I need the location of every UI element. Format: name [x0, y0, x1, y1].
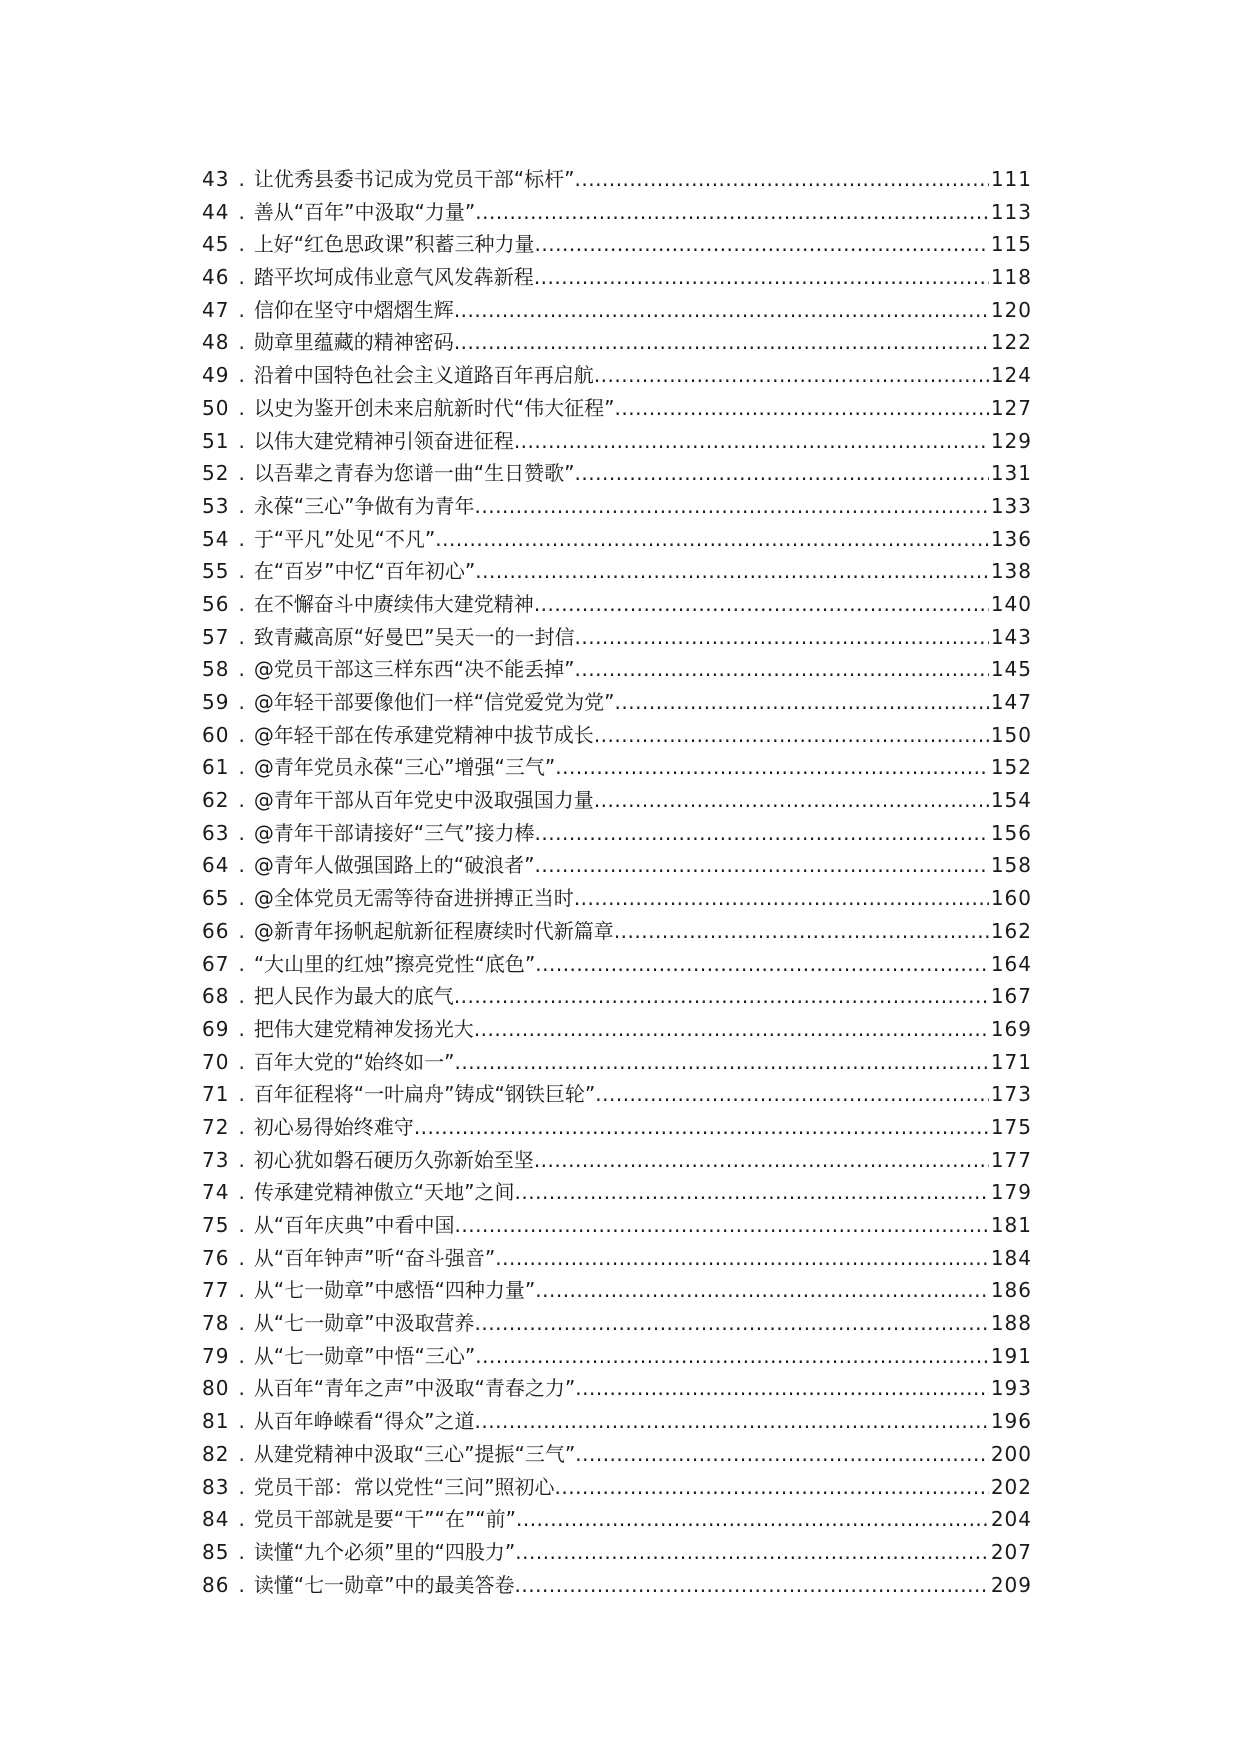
toc-entry-page-number: 127 [990, 395, 1032, 420]
toc-entry-title: 从“七一勋章”中感悟“四种力量” [253, 1278, 536, 1303]
toc-entry-separator: . [238, 591, 245, 616]
toc-entry[interactable] [202, 326, 1032, 359]
toc-entry-page-number: 184 [990, 1245, 1032, 1270]
toc-entry-number: 60 [202, 722, 230, 747]
toc-entry-separator: . [238, 1572, 245, 1597]
toc-entry-title: “大山里的红烛”擦亮党性“底色” [253, 951, 536, 976]
toc-entry-title: 在不懈奋斗中赓续伟大建党精神 [253, 591, 534, 616]
toc-entry-number: 53 [202, 493, 230, 518]
toc-entry-separator: . [238, 1245, 245, 1270]
toc-entry-page-number: 204 [990, 1507, 1032, 1532]
toc-entry-number: 85 [202, 1539, 230, 1564]
dot-leader [575, 1372, 989, 1405]
toc-entry[interactable] [202, 523, 1032, 556]
toc-entry-separator: . [238, 1147, 245, 1172]
toc-entry-title: 信仰在坚守中熠熠生辉 [253, 297, 454, 322]
toc-entry-number: 83 [202, 1474, 230, 1499]
toc-entry[interactable] [202, 1438, 1032, 1471]
toc-entry[interactable] [202, 1536, 1032, 1569]
toc-entry-title: 从“百年庆典”中看中国 [253, 1213, 455, 1237]
dot-leader [575, 621, 989, 654]
dot-leader [515, 1176, 989, 1209]
toc-entry[interactable] [202, 1307, 1032, 1340]
toc-entry-number: 54 [202, 526, 230, 551]
toc-entry-title: 永葆“三心”争做有为青年 [253, 493, 475, 518]
toc-entry-title: 以伟大建党精神引领奋进征程 [253, 428, 514, 453]
toc-entry-separator: . [238, 265, 245, 290]
dot-leader [575, 163, 989, 196]
toc-entry[interactable] [202, 1242, 1032, 1275]
toc-entry-page-number: 200 [990, 1441, 1032, 1466]
toc-entry-separator: . [238, 886, 245, 911]
toc-entry[interactable] [202, 719, 1032, 752]
toc-entry[interactable] [202, 425, 1032, 458]
toc-entry-page-number: 171 [990, 1049, 1032, 1074]
toc-entry[interactable] [202, 359, 1032, 392]
toc-entry[interactable] [202, 163, 1032, 196]
toc-entry-page-number: 115 [990, 232, 1032, 257]
toc-entry-page-number: 179 [990, 1180, 1032, 1205]
toc-entry-number: 76 [202, 1245, 230, 1270]
toc-entry-separator: . [238, 428, 245, 453]
toc-entry-number: 73 [202, 1147, 230, 1172]
toc-entry-page-number: 111 [990, 167, 1032, 191]
toc-entry-title: 上好“红色思政课”积蓄三种力量 [253, 232, 535, 257]
toc-entry-separator: . [238, 1343, 245, 1368]
dot-leader [475, 555, 989, 588]
toc-entry-title: 从百年“青年之声”中汲取“青春之力” [253, 1376, 576, 1401]
dot-leader [615, 392, 989, 425]
dot-leader [474, 1013, 989, 1046]
toc-entry-number: 70 [202, 1049, 230, 1074]
toc-entry-number: 86 [202, 1572, 230, 1597]
toc-entry-title: 沿着中国特色社会主义道路百年再启航 [253, 363, 594, 388]
toc-entry-page-number: 118 [990, 265, 1032, 290]
toc-entry-page-number: 122 [990, 330, 1032, 355]
toc-entry[interactable] [202, 686, 1032, 719]
toc-entry[interactable] [202, 1209, 1032, 1242]
toc-entry-title: 百年大党的“始终如一” [253, 1049, 455, 1074]
toc-entry-separator: . [238, 1409, 245, 1434]
dot-leader [414, 1111, 989, 1144]
dot-leader [515, 1536, 989, 1569]
toc-entry-title: 勋章里蕴藏的精神密码 [253, 330, 454, 355]
toc-entry-number: 62 [202, 788, 230, 813]
toc-entry-number: 52 [202, 461, 230, 486]
toc-entry-number: 66 [202, 918, 230, 943]
toc-entry-separator: . [238, 657, 245, 682]
toc-entry[interactable] [202, 980, 1032, 1013]
toc-entry-separator: . [238, 1016, 245, 1041]
toc-entry[interactable] [202, 1111, 1032, 1144]
toc-entry-separator: . [238, 232, 245, 257]
toc-entry-title: 从“七一勋章”中悟“三心” [253, 1343, 476, 1368]
toc-entry-number: 68 [202, 984, 230, 1009]
toc-entry-title: @新青年扬帆起航新征程赓续时代新篇章 [253, 918, 614, 943]
toc-entry-page-number: 186 [990, 1278, 1032, 1303]
toc-entry-number: 67 [202, 951, 230, 976]
toc-entry-title: @青年党员永葆“三心”增强“三气” [253, 755, 556, 780]
toc-entry-title: @青年人做强国路上的“破浪者” [253, 853, 535, 878]
toc-entry[interactable] [202, 849, 1032, 882]
toc-entry[interactable] [202, 261, 1032, 294]
toc-entry-separator: . [238, 951, 245, 976]
toc-entry-separator: . [238, 918, 245, 943]
toc-entry[interactable] [202, 1013, 1032, 1046]
toc-entry-page-number: 147 [990, 690, 1032, 714]
dot-leader [515, 1569, 989, 1602]
toc-entry-number: 74 [202, 1180, 230, 1205]
toc-entry-page-number: 173 [990, 1082, 1032, 1107]
toc-entry-separator: . [238, 363, 245, 388]
toc-entry[interactable] [202, 784, 1032, 817]
dot-leader [514, 425, 989, 458]
toc-entry-title: @年轻干部在传承建党精神中拔节成长 [253, 722, 594, 747]
toc-entry-separator: . [238, 1114, 245, 1139]
toc-entry-separator: . [238, 1507, 245, 1532]
toc-entry[interactable] [202, 392, 1032, 425]
toc-entry-page-number: 188 [990, 1311, 1032, 1336]
toc-entry-separator: . [238, 461, 245, 486]
toc-entry-title: 以史为鉴开创未来启航新时代“伟大征程” [253, 395, 615, 420]
dot-leader [535, 228, 989, 261]
toc-entry-title: @青年干部请接好“三气”接力棒 [253, 820, 535, 845]
toc-entry-page-number: 167 [990, 984, 1032, 1009]
dot-leader [435, 523, 989, 556]
toc-entry-title: 读懂“七一勋章”中的最美答卷 [253, 1572, 515, 1597]
toc-entry-page-number: 191 [990, 1343, 1032, 1368]
toc-entry[interactable] [202, 1503, 1032, 1536]
toc-entry-separator: . [238, 167, 245, 191]
toc-entry-page-number: 164 [990, 951, 1032, 976]
toc-entry[interactable] [202, 1405, 1032, 1438]
toc-entry-title: 在“百岁”中忆“百年初心” [253, 559, 476, 584]
dot-leader [534, 261, 989, 294]
toc-entry-title: 读懂“九个必须”里的“四股力” [253, 1539, 516, 1564]
toc-entry[interactable] [202, 457, 1032, 490]
toc-entry-number: 63 [202, 820, 230, 845]
dot-leader [574, 882, 989, 915]
toc-entry[interactable] [202, 294, 1032, 327]
toc-entry-title: @青年干部从百年党史中汲取强国力量 [253, 788, 594, 813]
dot-leader [475, 490, 989, 523]
toc-entry-title: 从建党精神中汲取“三心”提振“三气” [253, 1441, 576, 1466]
toc-entry-number: 75 [202, 1213, 230, 1237]
toc-entry-number: 65 [202, 886, 230, 911]
toc-entry-page-number: 120 [990, 297, 1032, 322]
toc-entry-title: 让优秀县委书记成为党员干部“标杆” [253, 167, 575, 191]
toc-entry[interactable] [202, 555, 1032, 588]
toc-entry-page-number: 140 [990, 591, 1032, 616]
toc-entry-separator: . [238, 690, 245, 714]
toc-entry-page-number: 143 [990, 624, 1032, 649]
toc-entry[interactable] [202, 915, 1032, 948]
toc-entry-separator: . [238, 1049, 245, 1074]
toc-entry-title: 初心犹如磐石硬历久弥新始至坚 [253, 1147, 534, 1172]
dot-leader [535, 849, 989, 882]
dot-leader [594, 719, 989, 752]
dot-leader [455, 1209, 989, 1242]
toc-entry-separator: . [238, 1180, 245, 1205]
toc-entry-page-number: 131 [990, 461, 1032, 486]
toc-entry[interactable] [202, 882, 1032, 915]
dot-leader [475, 196, 989, 229]
toc-entry-number: 57 [202, 624, 230, 649]
toc-entry-number: 51 [202, 428, 230, 453]
dot-leader [575, 457, 989, 490]
toc-entry-page-number: 162 [990, 918, 1032, 943]
toc-entry-separator: . [238, 395, 245, 420]
toc-entry-page-number: 113 [990, 199, 1032, 224]
toc-entry-number: 82 [202, 1441, 230, 1466]
toc-entry-number: 47 [202, 297, 230, 322]
toc-entry-number: 44 [202, 199, 230, 224]
toc-entry[interactable] [202, 228, 1032, 261]
toc-entry-separator: . [238, 1539, 245, 1564]
toc-entry-separator: . [238, 1311, 245, 1336]
toc-entry-title: 党员干部就是要“干”“在”“前” [253, 1507, 516, 1532]
toc-entry-page-number: 175 [990, 1114, 1032, 1139]
dot-leader [495, 1242, 989, 1275]
toc-entry-number: 81 [202, 1409, 230, 1434]
dot-leader [575, 653, 989, 686]
toc-entry-title: 从“百年钟声”听“奋斗强音” [253, 1245, 496, 1270]
toc-entry-title: 把伟大建党精神发扬光大 [253, 1016, 474, 1041]
dot-leader [614, 915, 989, 948]
toc-entry-page-number: 150 [990, 722, 1032, 747]
toc-entry-page-number: 181 [990, 1213, 1032, 1237]
dot-leader [475, 1340, 989, 1373]
toc-entry-separator: . [238, 722, 245, 747]
dot-leader [535, 948, 989, 981]
toc-entry-number: 69 [202, 1016, 230, 1041]
toc-entry-number: 64 [202, 853, 230, 878]
toc-entry-separator: . [238, 853, 245, 878]
toc-entry-number: 80 [202, 1376, 230, 1401]
toc-entry-title: 把人民作为最大的底气 [253, 984, 454, 1009]
toc-entry-separator: . [238, 984, 245, 1009]
toc-entry-number: 48 [202, 330, 230, 355]
dot-leader [534, 588, 989, 621]
toc-entry-separator: . [238, 788, 245, 813]
toc-entry-page-number: 136 [990, 526, 1032, 551]
toc-entry-separator: . [238, 1441, 245, 1466]
toc-entry-page-number: 145 [990, 657, 1032, 682]
dot-leader [555, 751, 989, 784]
toc-entry-number: 45 [202, 232, 230, 257]
toc-entry[interactable] [202, 817, 1032, 850]
toc-entry-number: 50 [202, 395, 230, 420]
toc-entry[interactable] [202, 1078, 1032, 1111]
toc-entry[interactable] [202, 1046, 1032, 1079]
dot-leader [475, 1405, 989, 1438]
toc-entry-page-number: 169 [990, 1016, 1032, 1041]
toc-entry-separator: . [238, 1213, 245, 1237]
toc-entry-title: 致青藏高原“好曼巴”吴天一的一封信 [253, 624, 575, 649]
toc-entry[interactable] [202, 751, 1032, 784]
dot-leader [555, 1471, 989, 1504]
table-of-contents [202, 163, 1032, 1601]
toc-entry[interactable] [202, 948, 1032, 981]
dot-leader [534, 1144, 989, 1177]
toc-entry[interactable] [202, 588, 1032, 621]
toc-entry[interactable] [202, 1471, 1032, 1504]
toc-entry[interactable] [202, 1144, 1032, 1177]
toc-entry-title: 于“平凡”处见“不凡” [253, 526, 436, 551]
toc-entry-number: 72 [202, 1114, 230, 1139]
toc-entry-number: 46 [202, 265, 230, 290]
toc-entry-title: 从百年峥嵘看“得众”之道 [253, 1409, 475, 1434]
toc-entry-separator: . [238, 559, 245, 584]
dot-leader [575, 1438, 989, 1471]
toc-entry-separator: . [238, 1474, 245, 1499]
toc-entry-number: 77 [202, 1278, 230, 1303]
toc-entry-number: 61 [202, 755, 230, 780]
toc-entry-title: @年轻干部要像他们一样“信党爱党为党” [253, 690, 615, 714]
dot-leader [475, 1307, 989, 1340]
toc-entry-page-number: 124 [990, 363, 1032, 388]
toc-entry-page-number: 154 [990, 788, 1032, 813]
toc-entry-number: 84 [202, 1507, 230, 1532]
toc-entry-page-number: 160 [990, 886, 1032, 911]
toc-entry-page-number: 129 [990, 428, 1032, 453]
toc-entry-separator: . [238, 199, 245, 224]
dot-leader [615, 686, 989, 719]
toc-entry-title: 从“七一勋章”中汲取营养 [253, 1311, 475, 1336]
toc-entry-title: 传承建党精神傲立“天地”之间 [253, 1180, 515, 1205]
toc-entry-page-number: 209 [990, 1572, 1032, 1597]
toc-entry[interactable] [202, 1176, 1032, 1209]
toc-entry[interactable] [202, 490, 1032, 523]
toc-entry-title: 踏平坎坷成伟业意气风发犇新程 [253, 265, 534, 290]
dot-leader [454, 326, 989, 359]
toc-entry[interactable] [202, 621, 1032, 654]
dot-leader [595, 1078, 989, 1111]
dot-leader [535, 817, 989, 850]
toc-entry-page-number: 196 [990, 1409, 1032, 1434]
toc-entry-page-number: 202 [990, 1474, 1032, 1499]
toc-entry-page-number: 152 [990, 755, 1032, 780]
toc-entry-page-number: 156 [990, 820, 1032, 845]
toc-entry-page-number: 193 [990, 1376, 1032, 1401]
toc-entry-separator: . [238, 820, 245, 845]
toc-entry-separator: . [238, 755, 245, 780]
dot-leader [594, 784, 989, 817]
toc-entry-number: 78 [202, 1311, 230, 1336]
toc-entry[interactable] [202, 1569, 1032, 1602]
toc-entry[interactable] [202, 196, 1032, 229]
dot-leader [454, 980, 989, 1013]
toc-entry-number: 59 [202, 690, 230, 714]
toc-entry-page-number: 177 [990, 1147, 1032, 1172]
toc-entry-page-number: 138 [990, 559, 1032, 584]
toc-entry-separator: . [238, 526, 245, 551]
toc-entry-title: @全体党员无需等待奋进拼搏正当时 [253, 886, 574, 911]
dot-leader [454, 294, 989, 327]
toc-entry-number: 56 [202, 591, 230, 616]
toc-entry-title: 初心易得始终难守 [253, 1114, 414, 1139]
toc-entry-number: 43 [202, 167, 230, 191]
toc-entry-page-number: 207 [990, 1539, 1032, 1564]
dot-leader [516, 1503, 989, 1536]
toc-entry-page-number: 133 [990, 493, 1032, 518]
toc-entry-title: 善从“百年”中汲取“力量” [253, 199, 476, 224]
toc-entry-title: 党员干部：常以党性“三问”照初心 [253, 1474, 555, 1499]
toc-entry[interactable] [202, 653, 1032, 686]
toc-entry-title: 以吾辈之青春为您谱一曲“生日赞歌” [253, 461, 575, 486]
toc-entry[interactable] [202, 1340, 1032, 1373]
toc-entry-separator: . [238, 330, 245, 355]
dot-leader [535, 1274, 989, 1307]
toc-entry-title: 百年征程将“一叶扁舟”铸成“钢铁巨轮” [253, 1082, 596, 1107]
toc-entry-separator: . [238, 624, 245, 649]
toc-entry-number: 55 [202, 559, 230, 584]
dot-leader [594, 359, 989, 392]
toc-entry-page-number: 158 [990, 853, 1032, 878]
toc-entry-separator: . [238, 1376, 245, 1401]
toc-entry-number: 58 [202, 657, 230, 682]
dot-leader [455, 1046, 989, 1079]
toc-entry-separator: . [238, 297, 245, 322]
toc-entry-number: 79 [202, 1343, 230, 1368]
toc-entry-title: @党员干部这三样东西“决不能丢掉” [253, 657, 575, 682]
toc-entry-separator: . [238, 493, 245, 518]
toc-entry-number: 49 [202, 363, 230, 388]
toc-entry[interactable] [202, 1274, 1032, 1307]
toc-entry-number: 71 [202, 1082, 230, 1107]
toc-entry-separator: . [238, 1278, 245, 1303]
toc-entry[interactable] [202, 1372, 1032, 1405]
toc-entry-separator: . [238, 1082, 245, 1107]
